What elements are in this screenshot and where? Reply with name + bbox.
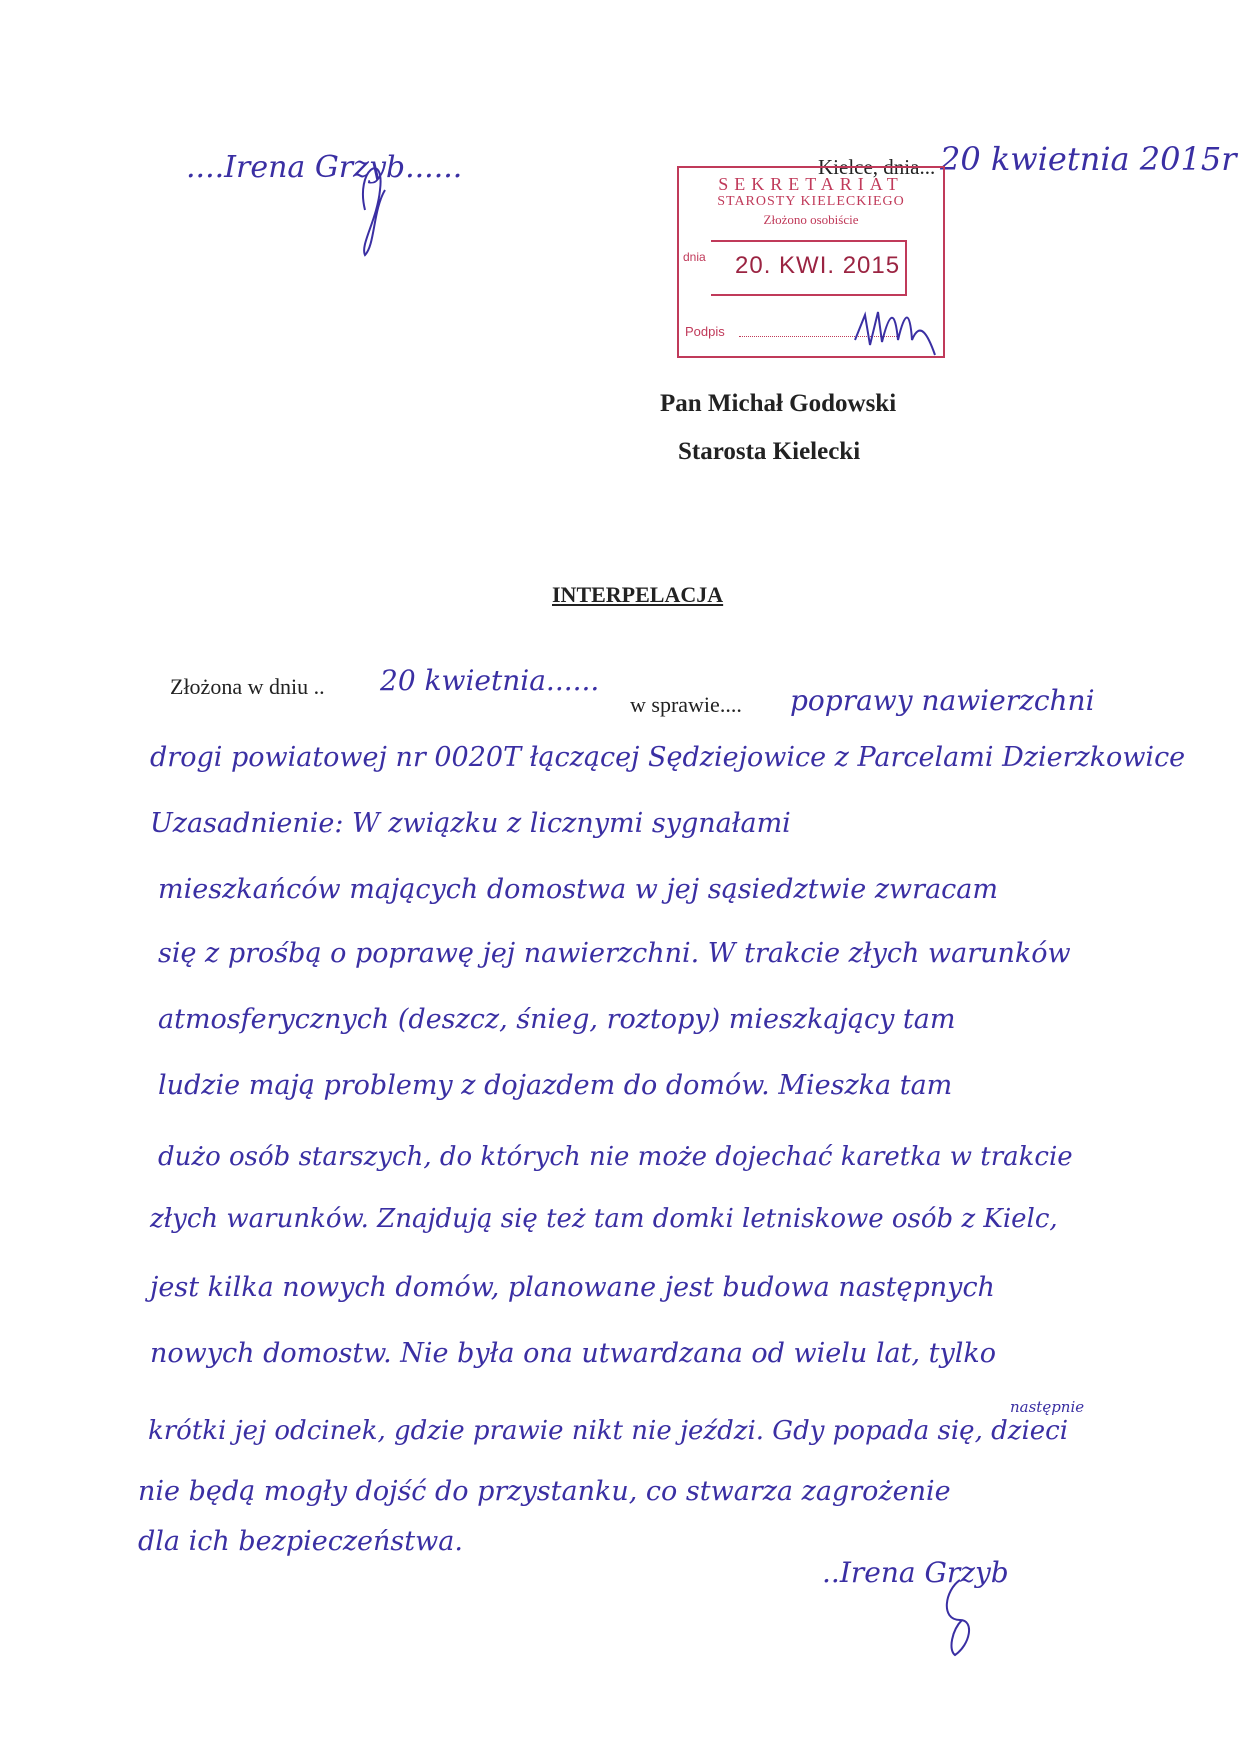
body-line-3: mieszkańców mających domostwa w jej sąsiedztwie zwracam [158,874,998,905]
document-heading: INTERPELACJA [552,582,724,607]
body-line-1: drogi powiatowej nr 0020T łączącej Sędziejowice z Parcelami Dzierzkowice [150,742,1186,773]
lead-label: Złożona w dniu .. [170,674,325,699]
body-line-6: ludzie mają problemy z dojazdem do domów. Mieszka tam [158,1070,953,1101]
addressee-name: Pan Michał Godowski [660,390,897,417]
body-line-0: poprawy nawierzchni [790,684,1095,717]
body-line-5: atmosferycznych (deszcz, śnieg, roztopy) mieszkający tam [158,1004,956,1035]
closing-signature: ..Irena Grzyb [822,1556,1009,1589]
city-date-label: Kielce, dnia... [818,155,936,179]
stamp-line-2: STAROSTY KIELECKIEGO [717,194,905,209]
stamp-dnia-label: dnia [683,250,706,264]
author-signature-flourish [345,150,435,260]
body-line-13: dla ich bezpieczeństwa. [138,1526,463,1557]
body-line-7: dużo osób starszych, do których nie może dojechać karetka w trakcie [158,1142,1073,1172]
body-line-8: złych warunków. Znajdują się też tam domki letniskowe osób z Kielc, [150,1204,1058,1234]
closing-signature-flourish [930,1560,990,1660]
stamp-signature [850,300,940,380]
body-line-12: nie będą mogły dojść do przystanku, co stwarza zagrożenie [138,1476,951,1507]
matter-label: w sprawie.... [630,692,742,717]
author-name: ....Irena Grzyb...... [186,150,463,185]
stamp-podpis-label: Podpis [685,324,725,339]
body-line-4: się z prośbą o poprawę jej nawierzchni. W trakcie złych warunków [158,938,1071,969]
body-line-9: jest kilka nowych domów, planowane jest budowa następnych [150,1272,995,1303]
addressee-title: Starosta Kielecki [678,438,861,465]
date-handwritten: 20 kwietnia 2015r [940,140,1237,178]
body-line-2: Uzasadnienie: W związku z licznymi sygnałami [150,808,791,839]
lead-date: 20 kwietnia...... [380,664,600,697]
body-line-11: krótki jej odcinek, gdzie prawie nikt nie jeździ. Gdy popada się, dzieci [148,1416,1069,1446]
inserted-word: następnie [1010,1398,1085,1416]
stamp-line-3: Złożono osobiście [763,212,859,227]
stamp-line-1: SEKRETARIAT [718,174,904,194]
body-line-10: nowych domostw. Nie była ona utwardzana od wielu lat, tylko [150,1338,996,1369]
stamp-date: 20. KWI. 2015 [735,252,901,279]
